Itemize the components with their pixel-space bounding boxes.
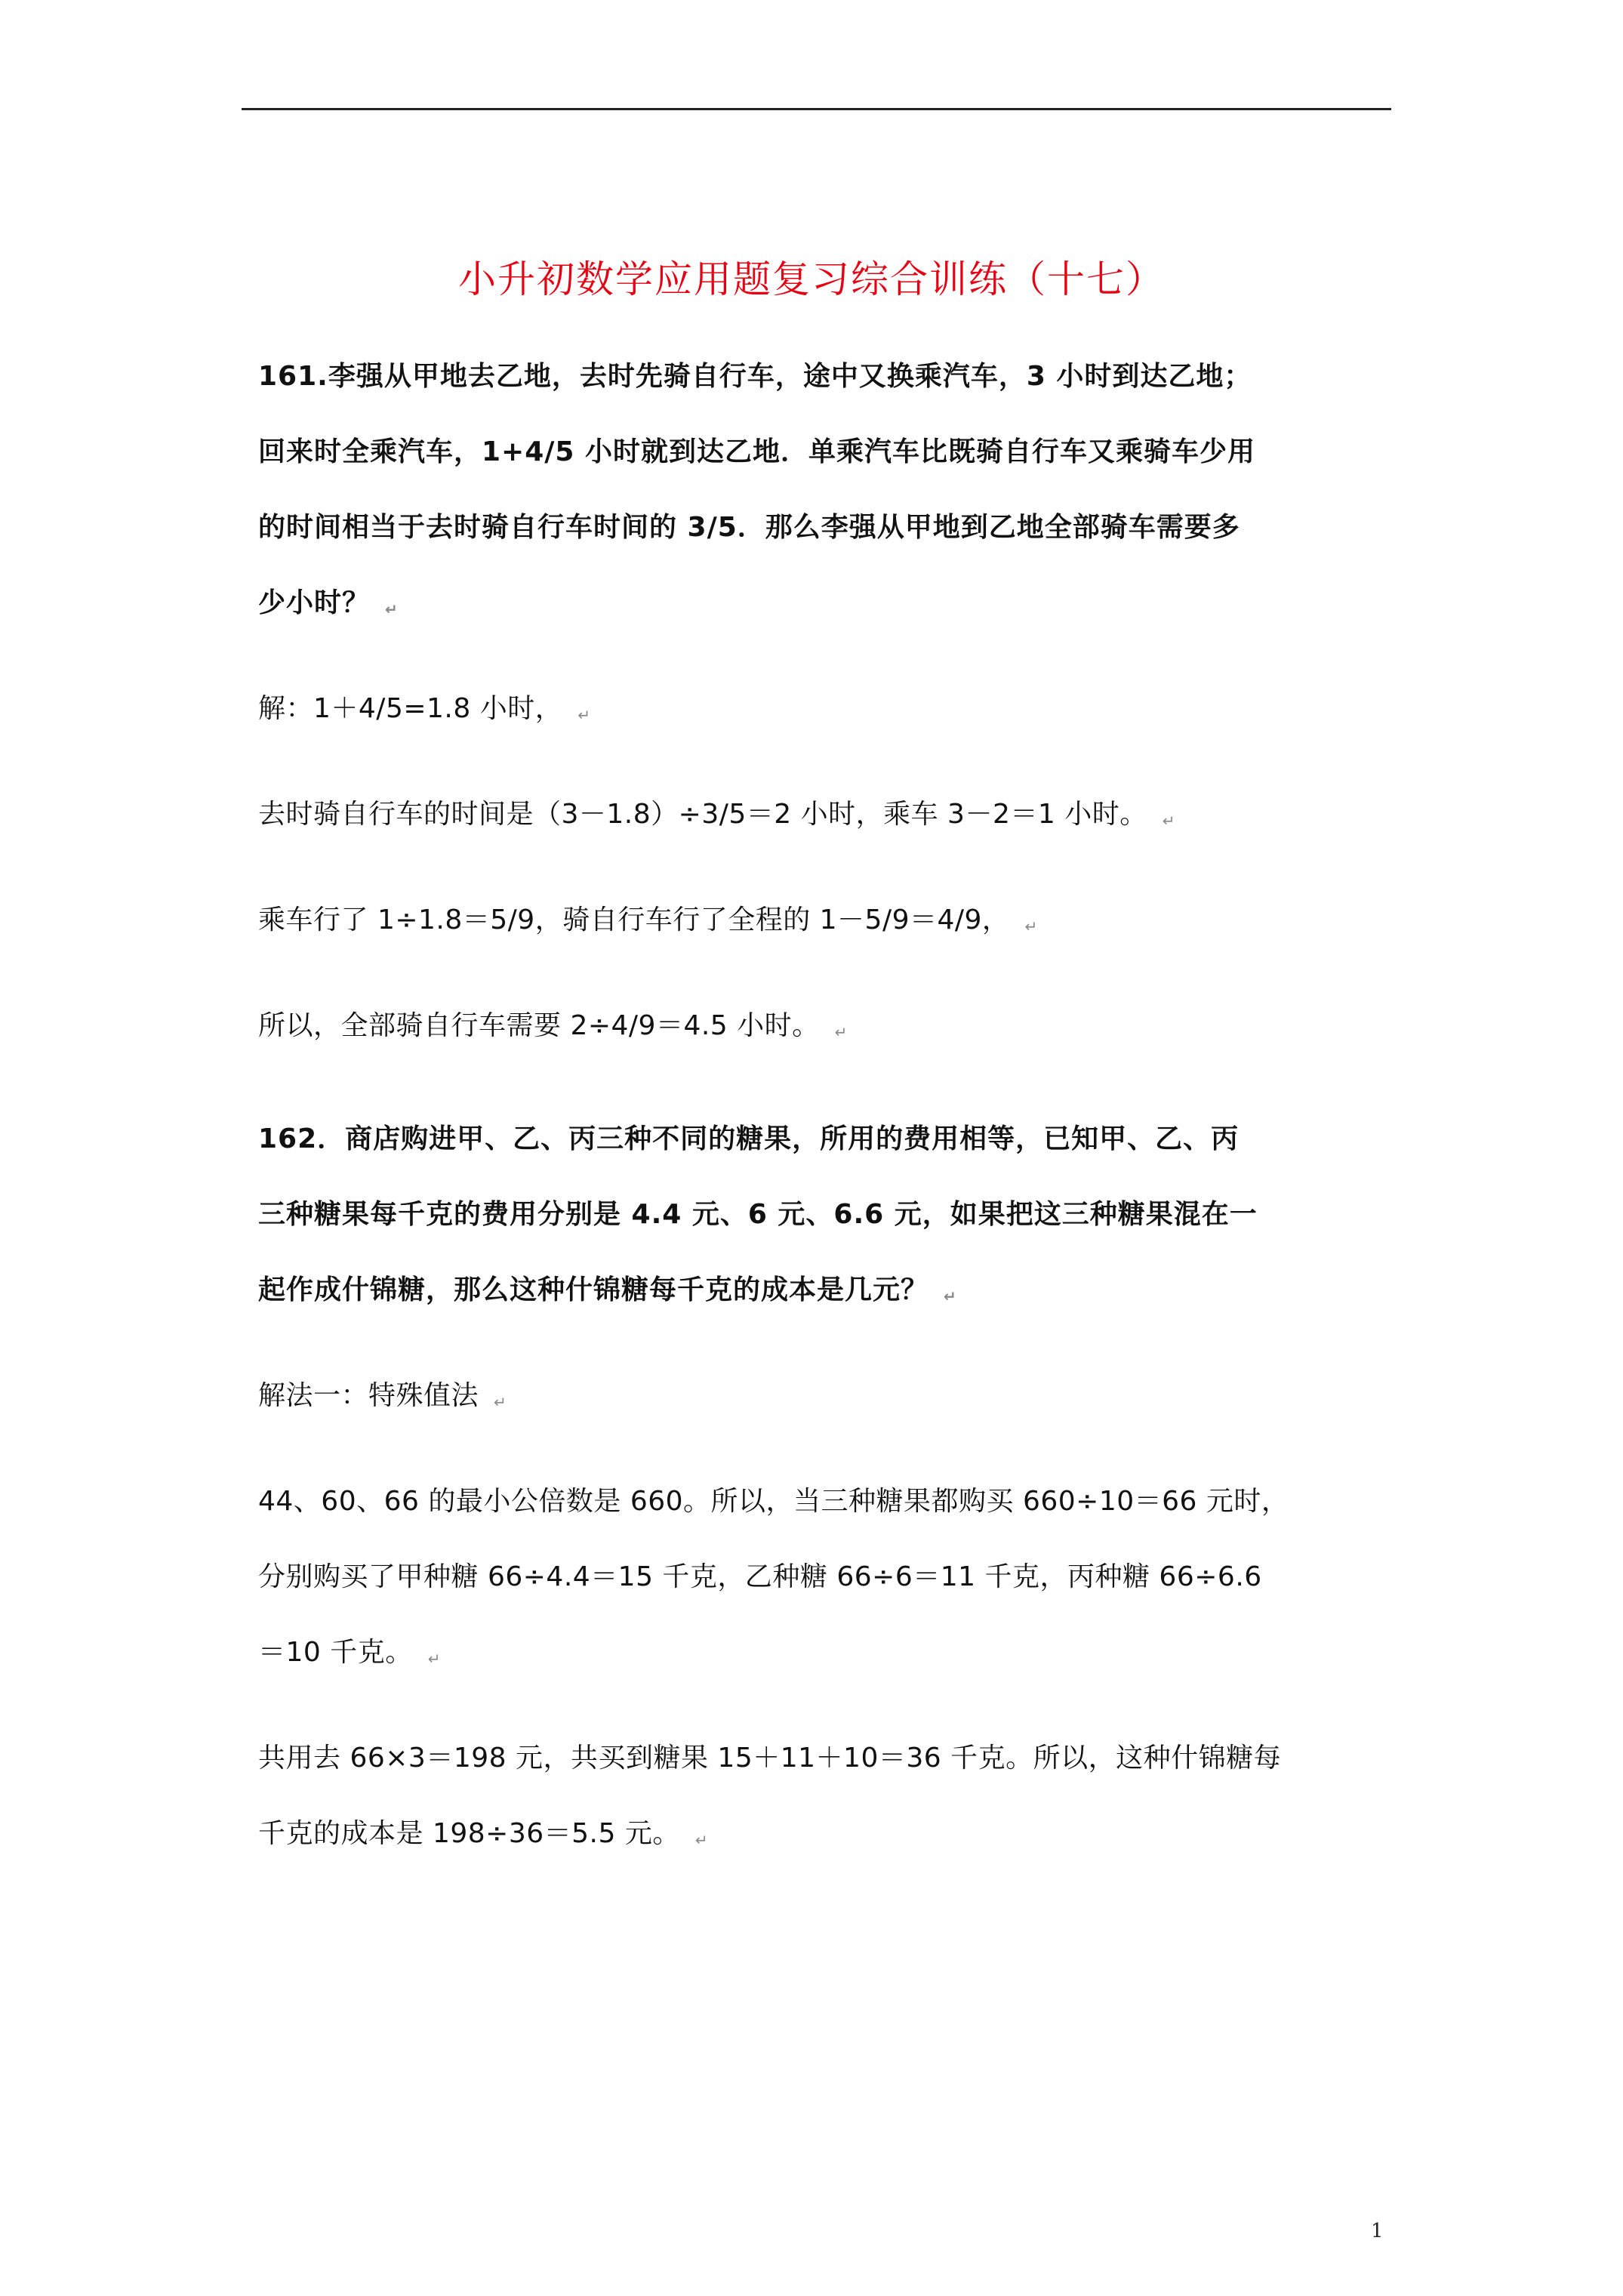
problem-162-line-3: 起作成什锦糖，那么这种什锦糖每千克的成本是几元？ ↵ [258,1274,957,1313]
header-rule [242,108,1391,110]
paragraph-mark: ↵ [427,1650,442,1668]
problem-162-line-2: 三种糖果每千克的费用分别是 4.4 元、6 元、6.6 元，如果把这三种糖果混在一 [258,1199,1258,1230]
problem-161-line-3: 的时间相当于去时骑自行车时间的 3/5．那么李强从甲地到乙地全部骑车需要多 [258,512,1240,543]
problem-162-line-1: 162．商店购进甲、乙、丙三种不同的糖果，所用的费用相等，已知甲、乙、丙 [258,1123,1240,1154]
paragraph-mark: ↵ [494,1393,507,1411]
paragraph-mark: ↵ [944,1287,957,1305]
solution-161-line-3: 乘车行了 1÷1.8＝5/9，骑自行车行了全程的 1－5/9＝4/9， ↵ [258,904,1038,943]
paragraph-mark: ↵ [1024,917,1038,935]
solution-162-line-6: 千克的成本是 198÷36＝5.5 元。 ↵ [258,1817,708,1857]
problem-161-line-4: 少小时？ ↵ [258,587,399,626]
page-number: 1 [1371,2220,1384,2242]
problem-161-line-2: 回来时全乘汽车，1+4/5 小时就到达乙地．单乘汽车比既骑自行车又乘骑车少用 [258,436,1255,467]
paragraph-mark: ↵ [1162,812,1175,830]
problem-161-line-1: 161.李强从甲地去乙地，去时先骑自行车，途中又换乘汽车，3 小时到达乙地； [258,361,1252,392]
solution-161-line-4: 所以，全部骑自行车需要 2÷4/9＝4.5 小时。 ↵ [258,1009,848,1049]
solution-161-line-2: 去时骑自行车的时间是（3－1.8）÷3/5＝2 小时，乘车 3－2＝1 小时。 ↵ [258,798,1175,837]
solution-162-line-1: 解法一：特殊值法 ↵ [258,1379,507,1419]
solution-162-line-3: 分别购买了甲种糖 66÷4.4＝15 千克，乙种糖 66÷6＝11 千克，丙种糖 66÷6.6 [258,1561,1262,1592]
paragraph-mark: ↵ [385,600,399,618]
solution-162-line-4: ＝10 千克。 ↵ [258,1636,441,1675]
paragraph-mark: ↵ [834,1023,848,1041]
solution-162-line-5: 共用去 66×3＝198 元，共买到糖果 15＋11＋10＝36 千克。所以，这种什锦糖每 [258,1743,1282,1774]
solution-161-line-1: 解：1＋4/5=1.8 小时， ↵ [258,692,590,732]
document-title: 小升初数学应用题复习综合训练（十七） [458,257,1165,301]
solution-162-line-2: 44、60、66 的最小公倍数是 660。所以，当三种糖果都购买 660÷10＝66 元时， [258,1486,1289,1517]
paragraph-mark: ↵ [694,1831,709,1849]
paragraph-mark: ↵ [577,706,591,724]
